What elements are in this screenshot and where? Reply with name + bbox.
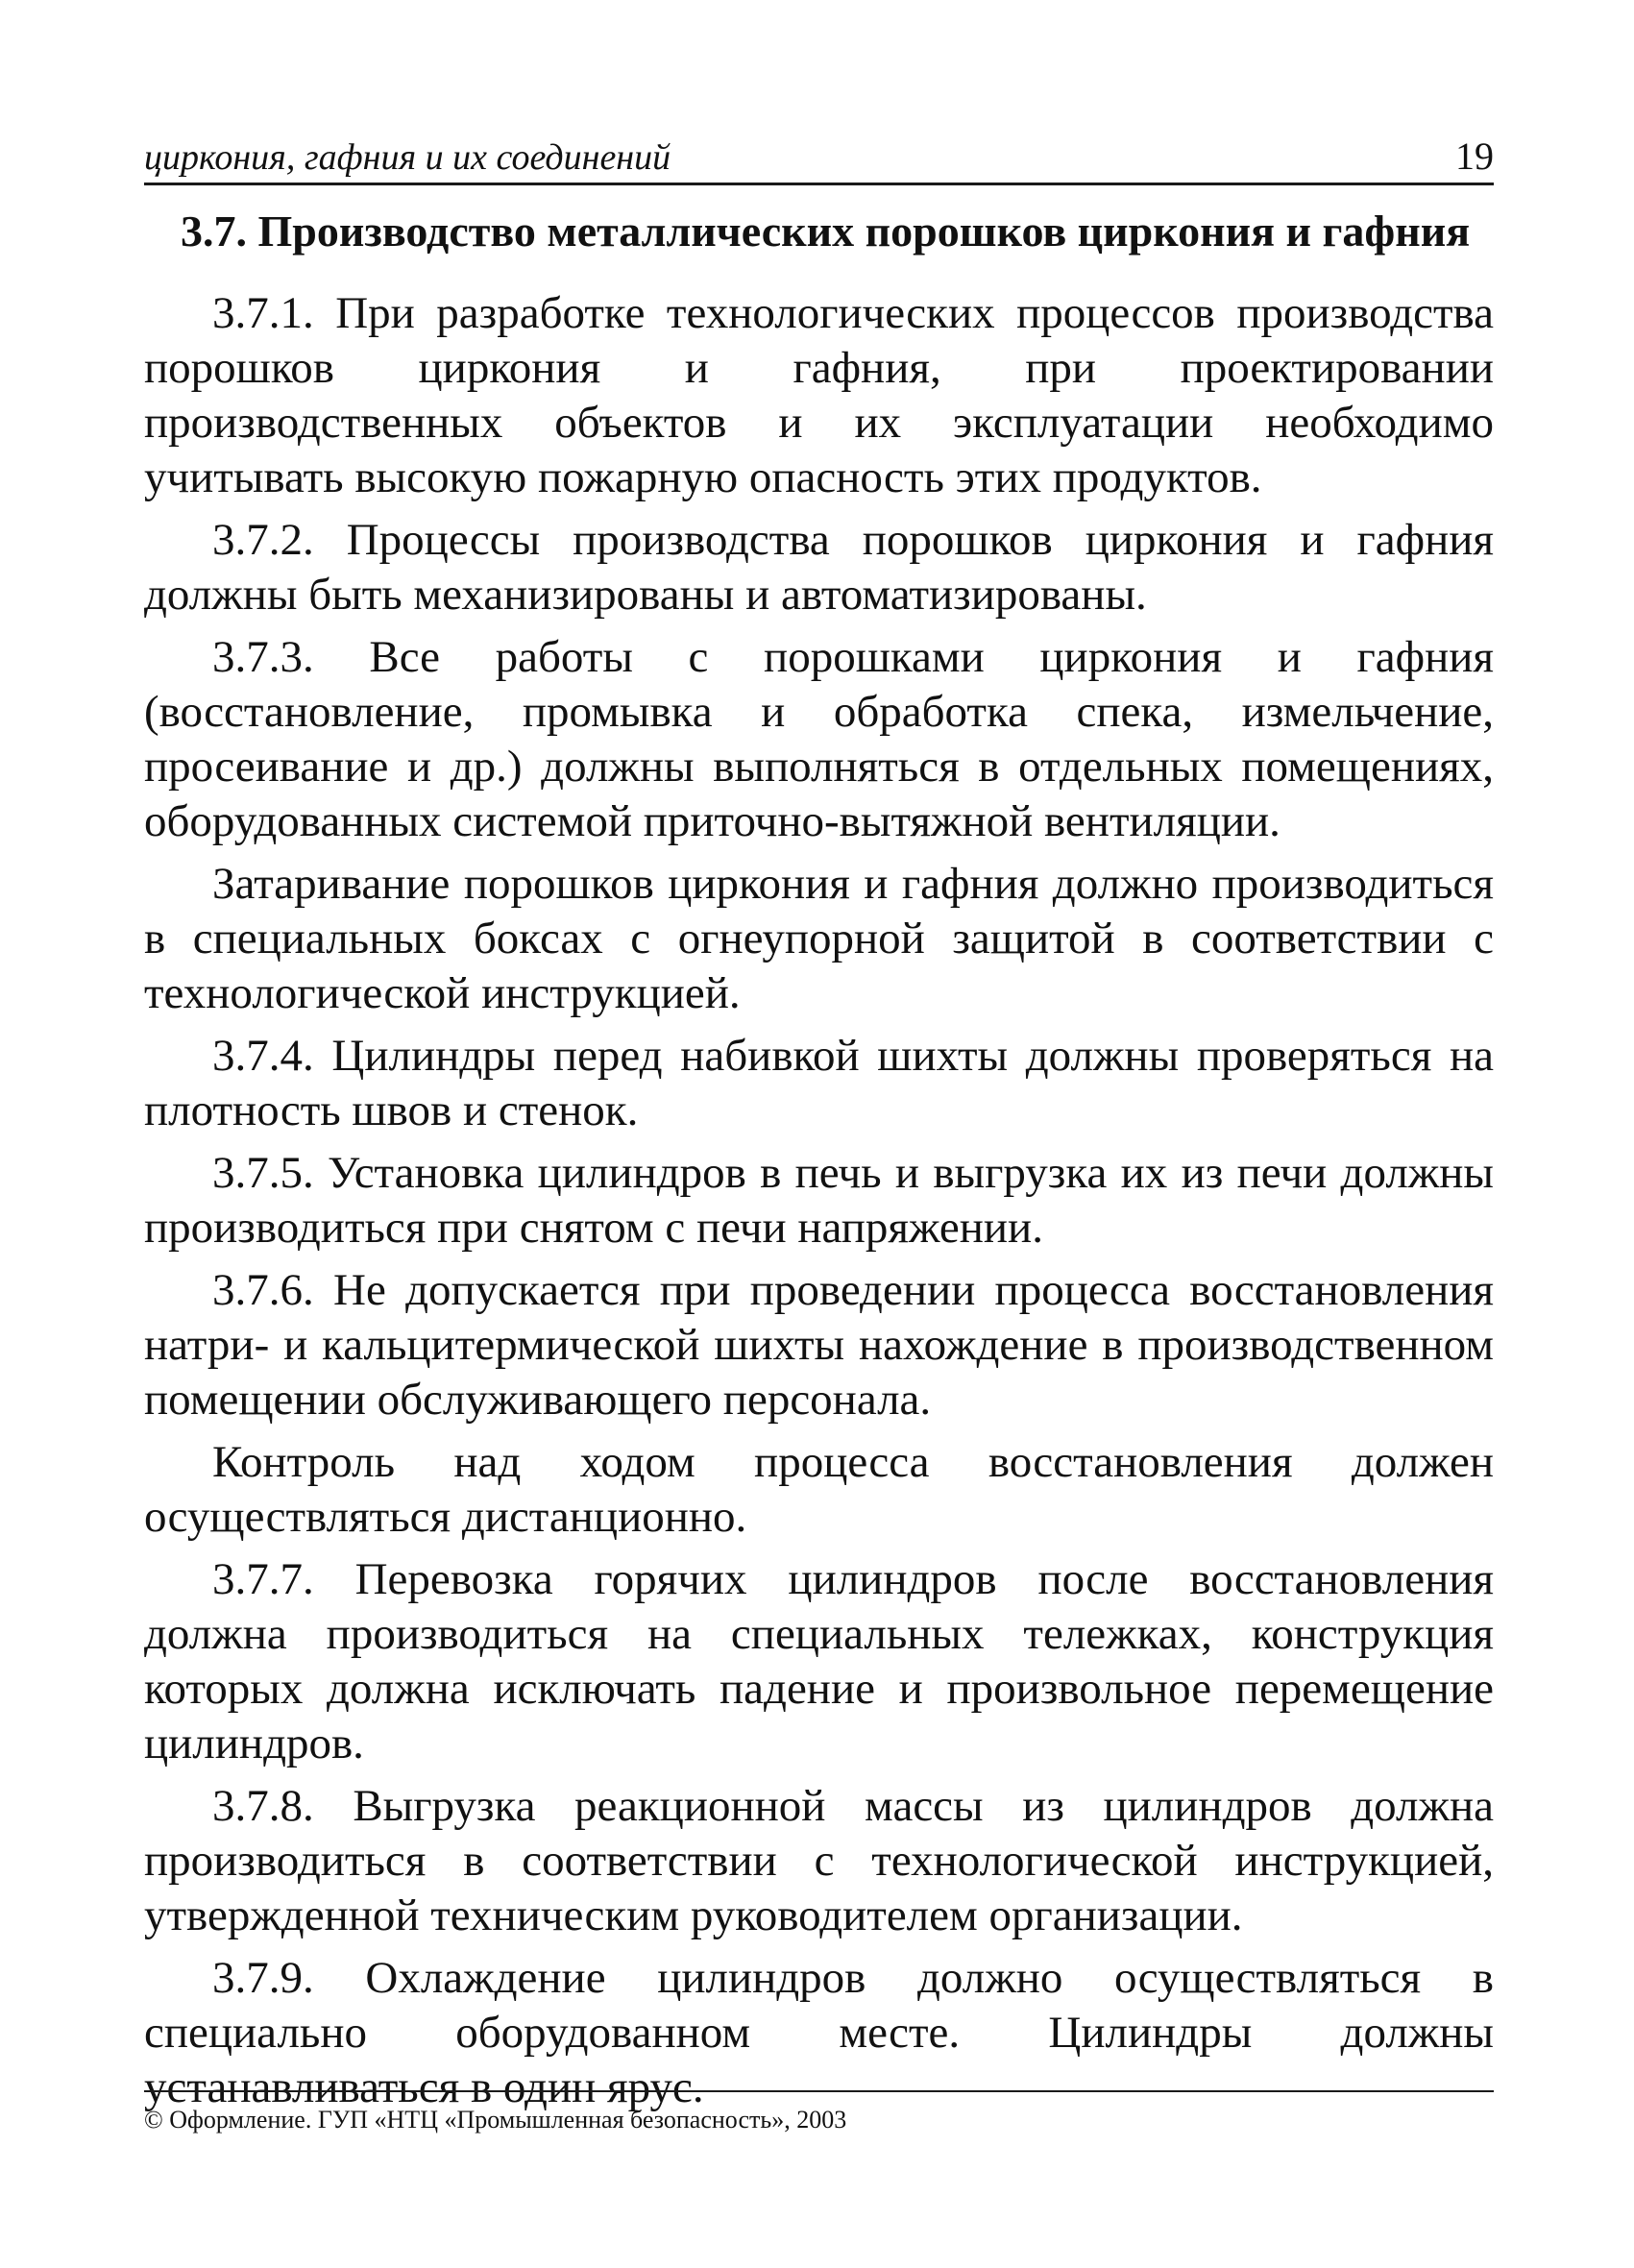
section-heading: 3.7. Производство металлических порошков циркония и гафния	[181, 207, 1471, 256]
footer-divider	[144, 2090, 1494, 2092]
paragraph-3-7-6: 3.7.6. Не допускается при проведении процесса восстановления натри- и кальцитермической шихты нахождение в производственном помещении обслуживающего персонала.	[144, 1265, 1494, 1425]
page-number: 19	[1455, 134, 1494, 178]
paragraph-3-7-6-continued: Контроль над ходом процесса восстановления должен осуществляться дистанционно.	[144, 1437, 1494, 1542]
paragraph-3-7-7: 3.7.7. Перевозка горячих цилиндров после восстановления должна производиться на специальных тележках, конструкция которых должна исключать падение и произвольное перемещение цилиндров.	[144, 1554, 1494, 1768]
paragraph-3-7-8: 3.7.8. Выгрузка реакционной массы из цилиндров должна производиться в соответствии с технологической инструкцией, утвержденной техническим руководителем организации.	[144, 1781, 1494, 1940]
paragraph-3-7-1: 3.7.1. При разработке технологических процессов производства порошков циркония и гафния, при проектировании производственных объектов и их эксплуатации необходимо учитывать высокую пожарную опасность этих продуктов.	[144, 288, 1494, 502]
footer-copyright: © Оформление. ГУП «НТЦ «Промышленная безопасность», 2003	[144, 2106, 847, 2134]
body-text	[144, 286, 1494, 2123]
paragraph-3-7-4: 3.7.4. Цилиндры перед набивкой шихты должны проверяться на плотность швов и стенок.	[144, 1031, 1494, 1135]
paragraph-3-7-5: 3.7.5. Установка цилиндров в печь и выгрузка их из печи должны производиться при снятом с печи напряжении.	[144, 1148, 1494, 1253]
paragraph-3-7-2: 3.7.2. Процессы производства порошков циркония и гафния должны быть механизированы и автоматизированы.	[144, 515, 1494, 620]
running-title: циркония, гафния и их соединений	[144, 137, 671, 178]
paragraph-3-7-3: 3.7.3. Все работы с порошками циркония и гафния (восстановление, промывка и обработка спека, измельчение, просеивание и др.) должны выполняться в отдельных помещениях, оборудованных системой приточно-вытяжной вентиляции.	[144, 632, 1494, 846]
running-header	[144, 133, 1494, 185]
paragraph-3-7-3-continued: Затаривание порошков циркония и гафния должно производиться в специальных боксах с огнеупорной защитой в соответствии с технологической инструкцией.	[144, 859, 1494, 1018]
document-page	[144, 0, 1494, 2268]
paragraph-3-7-9: 3.7.9. Охлаждение цилиндров должно осуществляться в специально оборудованном месте. Цилиндры должны устанавливаться в один ярус.	[144, 1953, 1494, 2112]
